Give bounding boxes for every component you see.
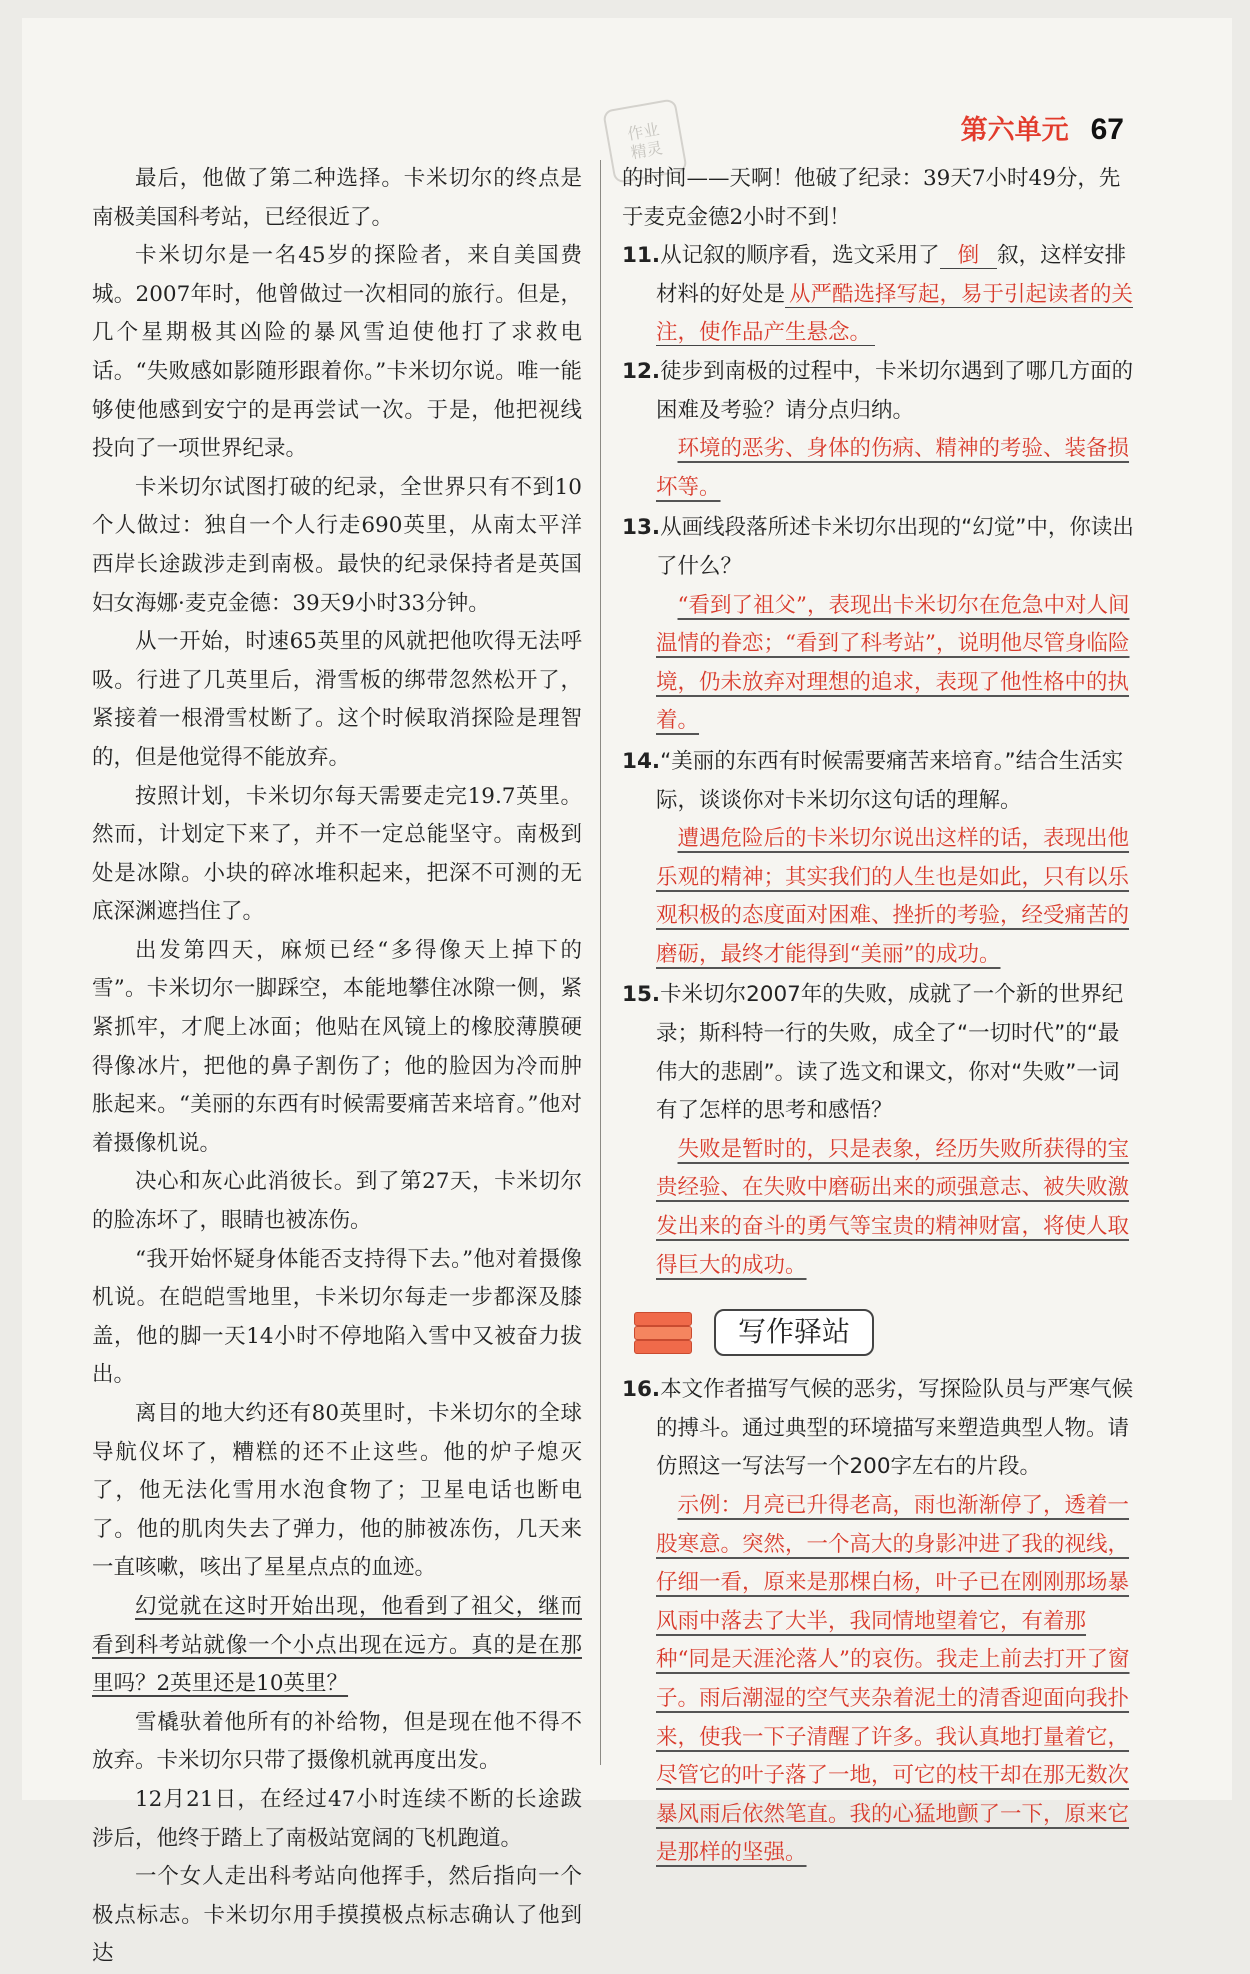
question-12-text: 徒步到南极的过程中，卡米切尔遇到了哪几方面的困难及考验？请分点归纳。 <box>656 358 1134 423</box>
question-14-answer-text: 遭遇危险后的卡米切尔说出这样的话，表现出他乐观的精神；其实我们的人生也是如此，只有以乐观积极的态度面对困难、挫折的考验，经受痛苦的磨砺，最终才能得到“美丽”的成功。 <box>656 826 1130 967</box>
question-14-answer <box>622 820 1134 974</box>
paragraph-13: 一个女人走出科考站向他挥手，然后指向一个极点标志。卡米切尔用手摸摸极点标志确认了他到达 <box>92 1864 582 1967</box>
question-13-answer-text: “看到了祖父”，表现出卡米切尔在危急中对人间温情的眷恋；“看到了科考站”，说明他尽管身临险境，仍未放弃对理想的追求，表现了他性格中的执着。 <box>656 592 1130 734</box>
question-15-text: 卡米切尔2007年的失败，成就了一个新的世界纪录；斯科特一行的失败，成全了“一切时代”的“最伟大的悲剧”。读了选文和课文，你对“失败”一词有了怎样的思考和感悟？ <box>656 982 1124 1124</box>
paragraph-7: 决心和灰心此消彼长。到了第27天，卡米切尔的脸冻坏了，眼睛也被冻伤。 <box>92 1169 582 1234</box>
unit-title: 第六单元 <box>960 115 1069 146</box>
questions-column <box>622 160 1134 1875</box>
paragraph-3: 卡米切尔试图打破的纪录，全世界只有不到10个人做过：独自一个人行走690英里，从南太平洋西岸长途跋涉走到南极。最快的纪录保持者是英国妇女海娜·麦克金德：39天9小时33分钟。 <box>92 474 582 616</box>
stamp-line-2: 精灵 <box>629 138 665 163</box>
writing-section-header <box>628 1299 1134 1365</box>
page-header <box>961 108 1124 147</box>
question-12-number: 12. <box>622 358 661 384</box>
question-12 <box>622 353 1134 430</box>
question-11-blank: 倒 <box>940 243 998 269</box>
question-15 <box>622 976 1134 1130</box>
section-title: 写作驿站 <box>714 1309 874 1356</box>
question-14 <box>622 743 1134 820</box>
page-number: 67 <box>1090 113 1124 146</box>
paragraph-8: “我开始怀疑身体能否支持得下去。”他对着摄像机说。在皑皑雪地里，卡米切尔每走一步都深及膝盖，他的脚一天14小时不停地陷入雪中又被奋力拔出。 <box>92 1246 582 1388</box>
question-16-answer-text: 示例：月亮已升得老高，雨也渐渐停了，透着一股寒意。突然，一个高大的身影冲进了我的视线，仔细一看，原来是那棵白杨，叶子已在刚刚那场暴风雨中落去了大半，我同情地望着它，有着那种“同是天涯沦落人”的哀伤。我走上前去打开了窗子。雨后潮湿的空气夹杂着泥土的清香迎面向我扑来，使我一下子清醒了许多。我认真地打量着它，尽管它的叶子落了一地，可它的枝干却在那无数次暴风雨后依然笔直。我的心猛地颤了一下，原来它是那样的坚强。 <box>656 1493 1130 1866</box>
question-15-number: 15. <box>622 982 661 1008</box>
paragraph-5: 按照计划，卡米切尔每天需要走完19.7英里。然而，计划定下来了，并不一定总能坚守。南极到处是冰隙。小块的碎冰堆积起来，把深不可测的无底深渊遮挡住了。 <box>92 783 582 925</box>
question-14-text: “美丽的东西有时候需要痛苦来培育。”结合生活实际，谈谈你对卡米切尔这句话的理解。 <box>656 748 1124 813</box>
question-15-answer <box>622 1131 1134 1285</box>
question-11 <box>622 237 1134 353</box>
reading-passage <box>92 160 582 1974</box>
question-15-answer-text: 失败是暂时的，只是表象，经历失败所获得的宝贵经验、在失败中磨砺出来的顽强意志、被失败激发出来的奋斗的勇气等宝贵的精神财富，将使人取得巨大的成功。 <box>656 1136 1130 1278</box>
question-13 <box>622 509 1134 586</box>
question-13-text: 从画线段落所述卡米切尔出现的“幻觉”中，你读出了什么？ <box>656 515 1134 579</box>
question-14-number: 14. <box>622 748 661 774</box>
question-13-number: 13. <box>622 515 661 541</box>
question-16 <box>622 1371 1134 1487</box>
question-11-answer: 从严酷选择写起，易于引起读者的关注，使作品产生悬念。 <box>656 281 1134 346</box>
column-divider <box>600 160 601 1765</box>
question-12-answer-text: 环境的恶劣、身体的伤病、精神的考验、装备损坏等。 <box>656 436 1130 500</box>
question-11-number: 11. <box>622 243 661 269</box>
question-13-answer <box>622 587 1134 741</box>
paragraph-11: 雪橇驮着他所有的补给物，但是现在他不得不放弃。卡米切尔只带了摄像机就再度出发。 <box>92 1709 582 1774</box>
question-16-answer <box>622 1487 1134 1873</box>
question-12-answer <box>622 430 1134 507</box>
paragraph-10-underlined: 幻觉就在这时开始出现，他看到了祖父，继而看到科考站就像一个小点出现在远方。真的是在那里吗？2英里还是10英里？ <box>92 1593 582 1697</box>
paragraph-1: 最后，他做了第二种选择。卡米切尔的终点是南极美国科考站，已经很近了。 <box>92 166 582 230</box>
paragraph-6: 出发第四天，麻烦已经“多得像天上掉下的雪”。卡米切尔一脚踩空，本能地攀住冰隙一侧，紧紧抓牢，才爬上冰面；他贴在风镜上的橡胶薄膜硬得像冰片，把他的鼻子割伤了；他的脸因为冷而肿胀起来。“美丽的东西有时候需要痛苦来培育。”他对着摄像机说。 <box>92 937 582 1156</box>
stamp-line-1: 作业 <box>625 119 661 144</box>
paragraph-9: 离目的地大约还有80英里时，卡米切尔的全球导航仪坏了，糟糕的还不止这些。他的炉子熄灭了，他无法化雪用水泡食物了；卫星电话也断电了。他的肌肉失去了弹力，他的肺被冻伤，几天来一直咳嗽，咳出了星星点点的血迹。 <box>92 1401 582 1581</box>
paragraph-2: 卡米切尔是一名45岁的探险者，来自美国费城。2007年时，他曾做过一次相同的旅行。但是，几个星期极其凶险的暴风雪迫使他打了求救电话。“失败感如影随形跟着你。”卡米切尔说。唯一能够使他感到安宁的是再尝试一次。于是，他把视线投向了一项世界纪录。 <box>92 243 582 462</box>
books-icon <box>628 1302 704 1362</box>
passage-continuation: 的时间——天啊！他破了纪录：39天7小时49分，先于麦克金德2小时不到！ <box>622 166 1121 230</box>
question-11-text-b: 叙，这样安排材料的好处是 <box>656 243 1127 307</box>
paragraph-12: 12月21日，在经过47小时连续不断的长途跋涉后，他终于踏上了南极站宽阔的飞机跑道。 <box>92 1786 582 1851</box>
question-16-text: 本文作者描写气候的恶劣，写探险队员与严寒气候的搏斗。通过典型的环境描写来塑造典型人物。请仿照这一写法写一个200字左右的片段。 <box>656 1377 1134 1480</box>
question-16-number: 16. <box>622 1377 661 1403</box>
paragraph-4: 从一开始，时速65英里的风就把他吹得无法呼吸。行进了几英里后，滑雪板的绑带忽然松开了，紧接着一根滑雪杖断了。这个时候取消探险是理智的，但是他觉得不能放弃。 <box>92 629 582 770</box>
question-11-text-a: 从记叙的顺序看，选文采用了 <box>660 243 940 269</box>
